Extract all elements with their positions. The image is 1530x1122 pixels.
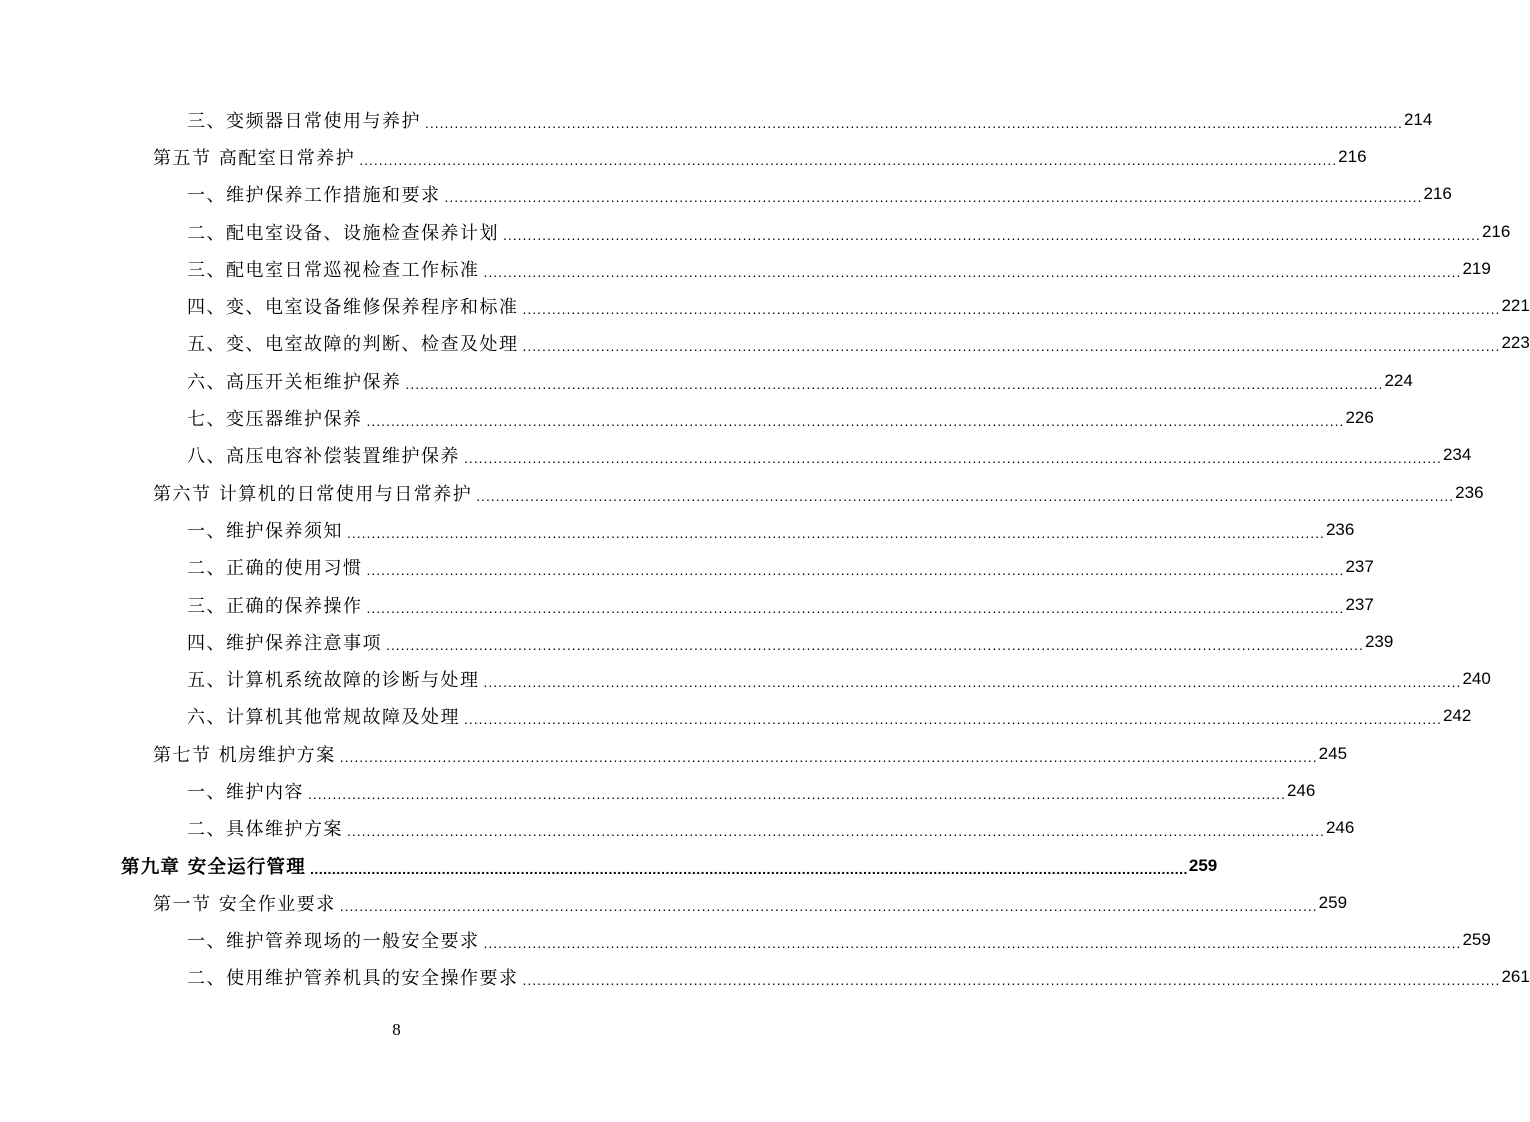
toc-entry-title: 二、使用维护管养机具的安全操作要求 (187, 964, 523, 990)
toc-entry-page-number: 261 (1501, 967, 1530, 987)
toc-entry-page-number: 216 (1481, 221, 1511, 241)
toc-dot-leader: ........................................................................................................................................................................................................ (464, 450, 1442, 467)
toc-entry-item[interactable] (0, 511, 1355, 548)
toc-entry-item[interactable] (0, 959, 1530, 996)
toc-entry-page-number: 237 (1345, 557, 1374, 577)
toc-entry-page-number: 237 (1345, 594, 1374, 614)
toc-entry-page-number: 236 (1455, 482, 1484, 502)
toc-entry-title: 四、变、电室设备维修保养程序和标准 (187, 293, 523, 319)
toc-entry-page-number: 219 (1462, 258, 1491, 278)
toc-entry-item[interactable] (0, 660, 1491, 697)
toc-dot-leader: ........................................................................................................................................................................................................ (444, 189, 1423, 206)
toc-entry-title: 一、维护管养现场的一般安全要求 (187, 927, 484, 953)
toc-dot-leader: ........................................................................................................................................................................................................ (347, 524, 1325, 541)
toc-entry-item[interactable] (0, 810, 1355, 847)
toc-entry-page-number: 239 (1364, 631, 1394, 651)
toc-entry-page-number: 242 (1442, 706, 1472, 726)
toc-entry-item[interactable] (0, 287, 1530, 324)
toc-entry-page-number: 259 (1188, 855, 1218, 875)
toc-entry-page-number: 216 (1423, 184, 1452, 204)
toc-entry-item[interactable] (0, 772, 1316, 809)
toc-entry-page-number: 226 (1345, 408, 1374, 428)
toc-entry-title: 八、高压电容补偿装置维护保养 (187, 442, 464, 468)
toc-entry-title: 二、具体维护方案 (187, 815, 347, 841)
toc-dot-leader: ........................................................................................................................................................................................................ (359, 151, 1338, 168)
toc-entry-title: 五、计算机系统故障的诊断与处理 (187, 666, 484, 692)
toc-entry-item[interactable] (0, 399, 1374, 436)
toc-entry-title: 第七节 机房维护方案 (153, 741, 340, 767)
toc-entry-page-number: 234 (1442, 445, 1472, 465)
toc-dot-leader: ........................................................................................................................................................................................................ (347, 823, 1325, 840)
toc-entry-item[interactable] (0, 586, 1374, 623)
toc-entry-title: 六、高压开关柜维护保养 (187, 368, 406, 394)
toc-dot-leader: ........................................................................................................................................................................................................ (464, 711, 1442, 728)
toc-entry-page-number: 245 (1318, 743, 1348, 763)
toc-dot-leader: ........................................................................................................................................................................................................ (483, 935, 1462, 952)
toc-entry-page-number: 259 (1462, 930, 1491, 950)
toc-entry-page-number: 214 (1403, 109, 1433, 129)
toc-entry-section[interactable] (0, 138, 1367, 175)
toc-dot-leader: ........................................................................................................................................................................................................ (425, 114, 1403, 131)
toc-entry-item[interactable] (0, 250, 1491, 287)
toc-entry-section[interactable] (0, 474, 1484, 511)
toc-entry-item[interactable] (0, 176, 1452, 213)
toc-dot-leader: ........................................................................................................................................................................................................ (483, 674, 1462, 691)
toc-entry-title: 二、正确的使用习惯 (187, 554, 367, 580)
toc-entry-item[interactable] (0, 698, 1472, 735)
toc-entry-page-number: 259 (1318, 892, 1348, 912)
toc-entry-chapter[interactable] (0, 847, 1218, 884)
toc-entry-item[interactable] (0, 101, 1433, 138)
toc-dot-leader: ........................................................................................................................................................................................................ (366, 562, 1345, 579)
toc-entry-title: 三、正确的保养操作 (187, 592, 367, 618)
table-of-contents (0, 101, 1530, 996)
toc-dot-leader: ........................................................................................................................................................................................................ (386, 636, 1364, 653)
toc-entry-page-number: 224 (1384, 370, 1413, 390)
toc-entry-item[interactable] (0, 623, 1394, 660)
toc-entry-page-number: 246 (1286, 780, 1316, 800)
toc-entry-section[interactable] (0, 884, 1348, 921)
toc-entry-item[interactable] (0, 213, 1511, 250)
toc-entry-title: 三、配电室日常巡视检查工作标准 (187, 256, 484, 282)
toc-entry-page-number: 240 (1462, 669, 1491, 689)
toc-entry-title: 一、维护保养工作措施和要求 (187, 181, 445, 207)
toc-entry-title: 第九章 安全运行管理 (121, 853, 310, 879)
toc-dot-leader: ........................................................................................................................................................................................................ (339, 897, 1318, 914)
toc-entry-page-number: 236 (1325, 519, 1355, 539)
toc-dot-leader: ........................................................................................................................................................................................................ (366, 599, 1345, 616)
toc-entry-page-number: 221 (1501, 296, 1530, 316)
toc-entry-title: 六、计算机其他常规故障及处理 (187, 703, 464, 729)
toc-entry-section[interactable] (0, 735, 1348, 772)
toc-entry-title: 第六节 计算机的日常使用与日常养护 (153, 480, 476, 506)
toc-entry-title: 第一节 安全作业要求 (153, 890, 340, 916)
toc-entry-title: 第五节 高配室日常养护 (153, 144, 359, 170)
toc-entry-title: 四、维护保养注意事项 (187, 629, 386, 655)
page-number: 8 (392, 1020, 401, 1039)
toc-dot-leader: ........................................................................................................................................................................................................ (339, 748, 1318, 765)
toc-entry-item[interactable] (0, 362, 1413, 399)
toc-entry-title: 一、维护内容 (187, 778, 308, 804)
toc-entry-page-number: 246 (1325, 818, 1355, 838)
toc-dot-leader: ........................................................................................................................................................................................................ (476, 487, 1455, 504)
toc-entry-title: 五、变、电室故障的判断、检查及处理 (187, 330, 523, 356)
toc-dot-leader: ........................................................................................................................................................................................................ (503, 226, 1481, 243)
toc-entry-item[interactable] (0, 325, 1530, 362)
toc-entry-page-number: 216 (1338, 146, 1367, 166)
toc-dot-leader: ........................................................................................................................................................................................................ (522, 972, 1501, 989)
toc-dot-leader: ........................................................................................................................................................................................................ (522, 338, 1501, 355)
toc-entry-title: 三、变频器日常使用与养护 (187, 107, 425, 133)
toc-entry-page-number: 223 (1501, 333, 1530, 353)
toc-entry-title: 七、变压器维护保养 (187, 405, 367, 431)
toc-dot-leader: ........................................................................................................................................................................................................ (483, 263, 1462, 280)
toc-dot-leader: ........................................................................................................................................................................................................ (308, 785, 1286, 802)
toc-dot-leader: ........................................................................................................................................................................................................ (522, 301, 1501, 318)
toc-entry-item[interactable] (0, 437, 1472, 474)
toc-entry-title: 一、维护保养须知 (187, 517, 347, 543)
toc-dot-leader: ........................................................................................................................................................................................................ (405, 375, 1384, 392)
toc-entry-title: 二、配电室设备、设施检查保养计划 (187, 219, 503, 245)
toc-dot-leader: ........................................................................................................................................................................................................ (366, 413, 1345, 430)
toc-entry-item[interactable] (0, 922, 1491, 959)
toc-dot-leader: ........................................................................................................................................................................................................ (309, 860, 1188, 877)
toc-entry-item[interactable] (0, 549, 1374, 586)
